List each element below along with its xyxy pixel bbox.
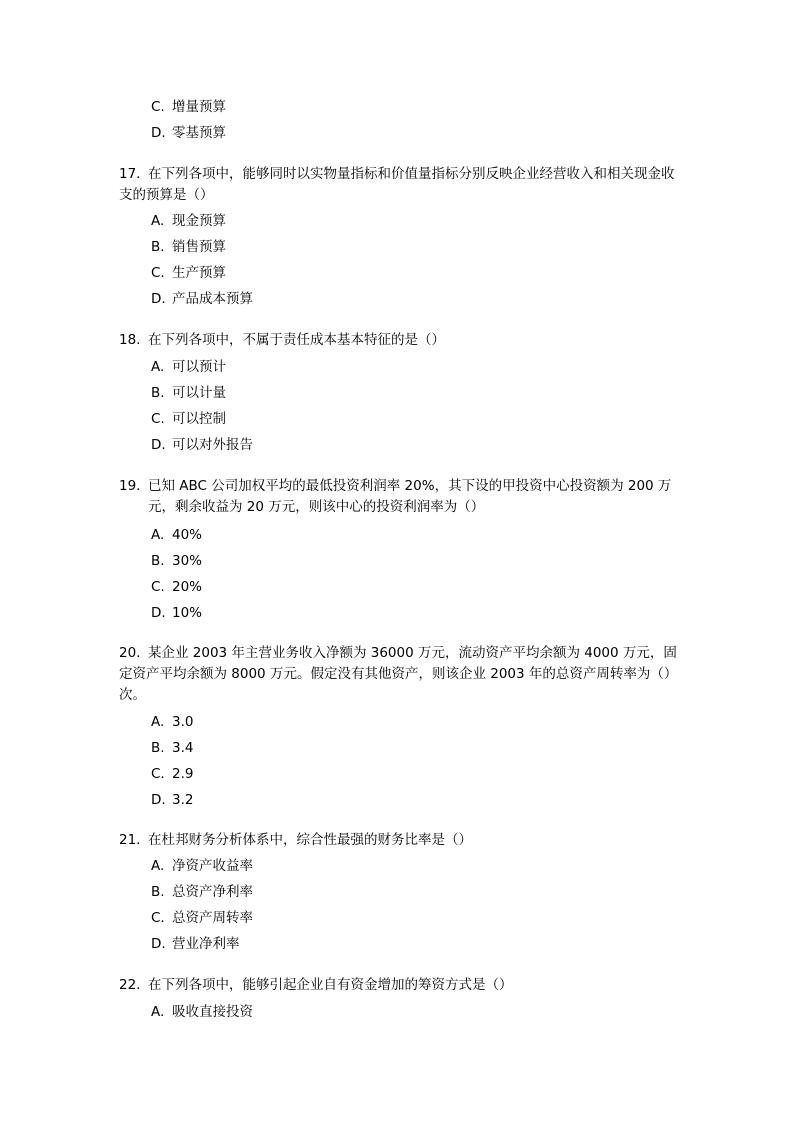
- option-text: 40%: [172, 527, 203, 543]
- option-letter: A.: [151, 714, 165, 730]
- option-letter: D.: [151, 437, 166, 453]
- option-letter: C.: [151, 411, 165, 427]
- option-21-c: [151, 908, 253, 929]
- option-19-c: [151, 577, 202, 598]
- option-letter: C.: [151, 910, 165, 926]
- question-22: [119, 975, 679, 996]
- question-number: 17.: [119, 166, 141, 182]
- question-stem: 在下列各项中，能够同时以实物量指标和价值量指标分别反映企业经营收入和相关现金收支的预算是（）: [119, 166, 675, 203]
- option-letter: A.: [151, 359, 165, 375]
- option-17-d: [151, 289, 253, 310]
- option-letter: D.: [151, 792, 166, 808]
- option-22-a: [151, 1002, 253, 1023]
- option-letter: A.: [151, 213, 165, 229]
- option-20-a: [151, 712, 193, 733]
- option-letter: A.: [151, 1004, 165, 1020]
- option-16-d: [151, 123, 226, 144]
- option-letter: B.: [151, 385, 165, 401]
- option-letter: B.: [151, 239, 165, 255]
- option-text: 可以预计: [172, 359, 226, 375]
- question-stem: 在下列各项中，能够引起企业自有资金增加的筹资方式是（）: [148, 977, 513, 993]
- option-text: 产品成本预算: [172, 291, 253, 307]
- option-text: 销售预算: [172, 239, 226, 255]
- option-text: 增量预算: [172, 99, 226, 115]
- question-stem: 某企业 2003 年主营业务收入净额为 36000 万元，流动资产平均余额为 4000 万元，固定资产平均余额为 8000 万元。假定没有其他资产，则该企业 2003 年的总资产周转率为（）次。: [119, 645, 678, 703]
- option-21-d: [151, 934, 240, 955]
- option-16-c: [151, 97, 226, 118]
- option-letter: C.: [151, 99, 165, 115]
- question-number: 21.: [119, 832, 141, 848]
- option-19-a: [151, 525, 202, 546]
- option-letter: B.: [151, 884, 165, 900]
- option-18-c: [151, 409, 226, 430]
- option-text: 20%: [172, 579, 203, 595]
- option-text: 零基预算: [172, 125, 226, 141]
- option-20-d: [151, 790, 193, 811]
- option-text: 可以控制: [172, 411, 226, 427]
- option-letter: D.: [151, 605, 166, 621]
- question-17: [119, 164, 679, 206]
- option-20-b: [151, 738, 193, 759]
- option-text: 3.0: [172, 714, 194, 730]
- option-17-c: [151, 263, 226, 284]
- question-21: [119, 830, 679, 851]
- question-number: 19.: [119, 478, 141, 494]
- option-text: 现金预算: [172, 213, 226, 229]
- option-17-a: [151, 211, 226, 232]
- option-text: 总资产周转率: [172, 910, 253, 926]
- option-18-a: [151, 357, 226, 378]
- option-letter: C.: [151, 579, 165, 595]
- option-text: 2.9: [172, 766, 194, 782]
- option-18-d: [151, 435, 253, 456]
- option-letter: D.: [151, 125, 166, 141]
- question-stem: 在下列各项中，不属于责任成本基本特征的是（）: [148, 332, 445, 348]
- option-letter: B.: [151, 553, 165, 569]
- question-number: 18.: [119, 332, 141, 348]
- option-text: 30%: [172, 553, 203, 569]
- option-text: 生产预算: [172, 265, 226, 281]
- option-letter: A.: [151, 858, 165, 874]
- question-number: 22.: [119, 977, 141, 993]
- option-letter: D.: [151, 936, 166, 952]
- option-text: 3.4: [172, 740, 194, 756]
- option-letter: C.: [151, 265, 165, 281]
- option-letter: A.: [151, 527, 165, 543]
- option-21-a: [151, 856, 253, 877]
- option-text: 3.2: [172, 792, 194, 808]
- option-text: 可以对外报告: [172, 437, 253, 453]
- option-text: 可以计量: [172, 385, 226, 401]
- question-stem: 在杜邦财务分析体系中，综合性最强的财务比率是（）: [148, 832, 472, 848]
- question-stem: 已知 ABC 公司加权平均的最低投资利润率 20%，其下设的甲投资中心投资额为 200 万元，剩余收益为 20 万元，则该中心的投资利润率为（）: [148, 478, 672, 515]
- option-21-b: [151, 882, 253, 903]
- option-17-b: [151, 237, 226, 258]
- option-text: 净资产收益率: [172, 858, 253, 874]
- option-text: 10%: [172, 605, 203, 621]
- option-19-d: [151, 603, 202, 624]
- question-18: [119, 330, 679, 351]
- option-letter: B.: [151, 740, 165, 756]
- option-18-b: [151, 383, 226, 404]
- option-text: 总资产净利率: [172, 884, 253, 900]
- option-letter: D.: [151, 291, 166, 307]
- option-text: 吸收直接投资: [172, 1004, 253, 1020]
- option-19-b: [151, 551, 202, 572]
- option-text: 营业净利率: [172, 936, 240, 952]
- question-20: [119, 643, 679, 706]
- option-20-c: [151, 764, 193, 785]
- option-letter: C.: [151, 766, 165, 782]
- question-number: 20.: [119, 645, 141, 661]
- question-19: [119, 476, 679, 518]
